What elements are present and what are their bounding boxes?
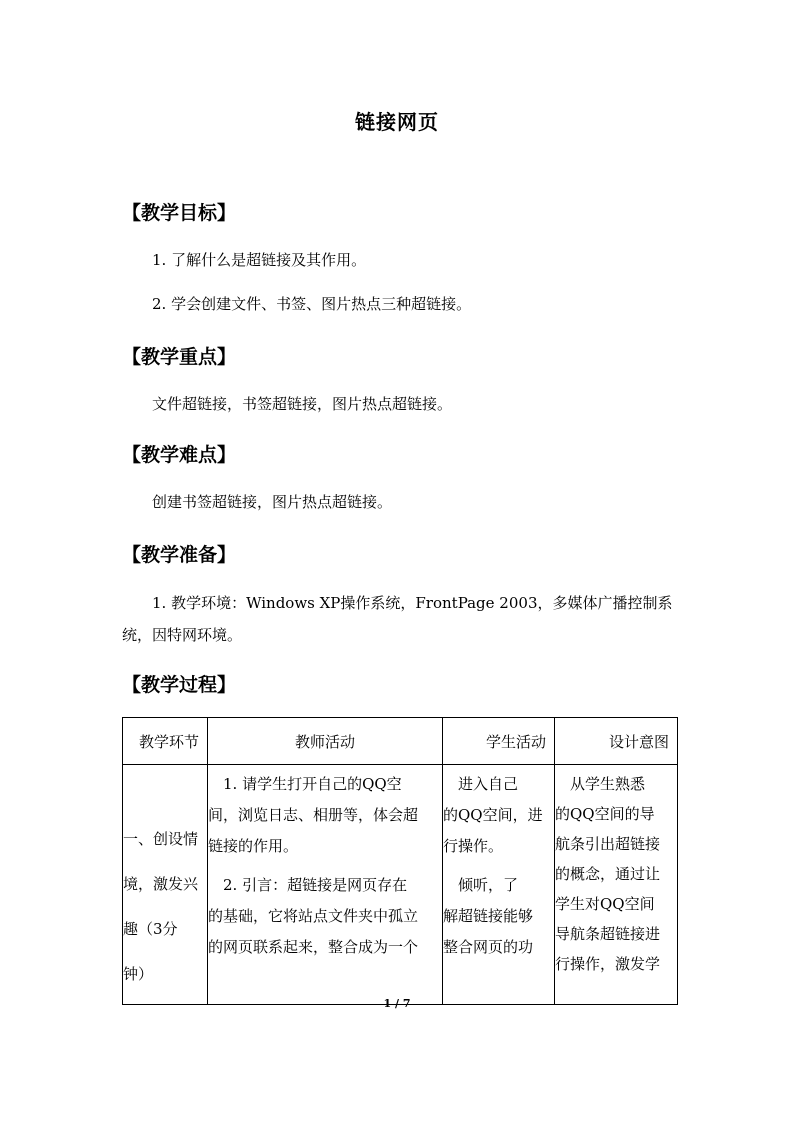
goals-item-1-text: 1. 了解什么是超链接及其作用。 <box>152 251 367 269</box>
cell-teacher: 1. 请学生打开自己的QQ空 间，浏览日志、相册等，体会超 链接的作用。 2. 引言：超链接是网页存在 的基础，它将站点文件夹中孤立 的网页联系起来，整合成为一个 <box>208 765 443 1005</box>
section-heading-key-points: 【教学重点】 <box>122 346 237 368</box>
cell-student: 进入自己 的QQ空间，进 行操作。 倾听，了 解超链接能够 整合网页的功 <box>443 765 555 1005</box>
header-intent: 设计意图 <box>555 718 678 765</box>
table-row <box>123 765 678 1005</box>
section-heading-goals: 【教学目标】 <box>122 202 237 224</box>
key-points-text <box>122 388 678 420</box>
difficulties-text <box>122 486 678 518</box>
cell-intent: 从学生熟悉 的QQ空间的导 航条引出超链接 的概念，通过让 学生对QQ空间 导航条超链接进 行操作，激发学 <box>555 765 678 1005</box>
key-points-content: 文件超链接，书签超链接，图片热点超链接。 <box>152 395 453 413</box>
goals-item-2-text: 2. 学会创建文件、书签、图片热点三种超链接。 <box>152 295 472 313</box>
goals-item-2 <box>122 288 678 320</box>
section-heading-process: 【教学过程】 <box>122 674 237 696</box>
section-heading-difficulties: 【教学难点】 <box>122 444 237 466</box>
header-stage: 教学环节 <box>123 718 208 765</box>
cell-stage: 一、创设情 境，激发兴 趣（3分 钟） <box>123 765 208 1005</box>
table-header-row <box>123 718 678 765</box>
teaching-process-table <box>122 717 678 1005</box>
header-teacher: 教师活动 <box>208 718 443 765</box>
header-student: 学生活动 <box>443 718 555 765</box>
preparation-line-1: 1. 教学环境：Windows XP操作系统，FrontPage 2003，多媒体广播控制系 <box>152 594 673 612</box>
section-heading-preparation: 【教学准备】 <box>122 544 237 566</box>
goals-item-1 <box>122 244 678 276</box>
page-title: 链接网页 <box>355 110 439 134</box>
page-number: 1 / 7 <box>383 997 411 1010</box>
preparation-line-2: 统，因特网环境。 <box>122 626 243 644</box>
difficulties-content: 创建书签超链接，图片热点超链接。 <box>152 493 393 511</box>
preparation-text <box>122 587 678 651</box>
